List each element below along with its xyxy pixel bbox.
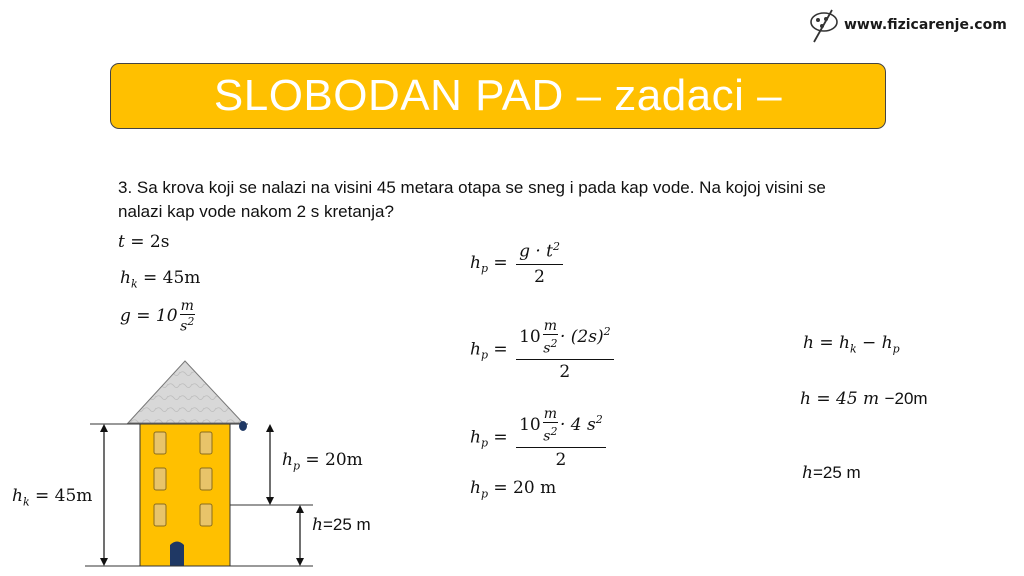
label-hp: $h_p = 20m$ bbox=[282, 450, 363, 473]
simplification-step: $h_p$ = 10 $\frac{m}{s^2}$ · 4 $s^2$ 2 bbox=[470, 406, 609, 470]
door bbox=[170, 542, 184, 567]
formula-free-fall: $h_p$ = $\frac{g \cdot t^2}{2}$ bbox=[470, 240, 566, 287]
problem-statement: 3. Sa krova koji se nalazi na visini 45 metara otapa se sneg i pada kap vode. Na kojoj visini se nalazi kap vode nakom 2 s kretanja? bbox=[118, 178, 826, 221]
hk-arrow bbox=[100, 424, 108, 566]
result-hp: $h_p = 20$ m bbox=[470, 478, 557, 501]
final-answer: h=25 m bbox=[802, 463, 861, 483]
final-formula: $h = h_k - h_p$ bbox=[803, 333, 900, 356]
hp-arrow bbox=[266, 424, 274, 505]
logo-icon bbox=[806, 8, 846, 44]
roof bbox=[128, 361, 243, 423]
page-title: SLOBODAN PAD – zadaci – bbox=[213, 71, 783, 120]
label-h: h=25 m bbox=[312, 515, 371, 535]
site-url[interactable]: www.fizicarenje.com bbox=[844, 17, 1007, 33]
label-hk: $h_k = 45m$ bbox=[12, 486, 93, 509]
given-height: $h_k = 45m$ bbox=[120, 268, 201, 291]
title-banner bbox=[110, 63, 886, 129]
h-arrow bbox=[296, 505, 304, 566]
substitution-step: $h_p$ = 10 $\frac{m}{s^2}$ · $(2s)^2$ 2 bbox=[470, 318, 617, 382]
final-substitution: h = 45 m −20m bbox=[800, 389, 928, 409]
given-gravity: g = 10 $\frac{m}{s^2}$ bbox=[120, 298, 195, 335]
water-drop bbox=[239, 421, 247, 431]
given-time: t = 2s bbox=[118, 232, 170, 252]
